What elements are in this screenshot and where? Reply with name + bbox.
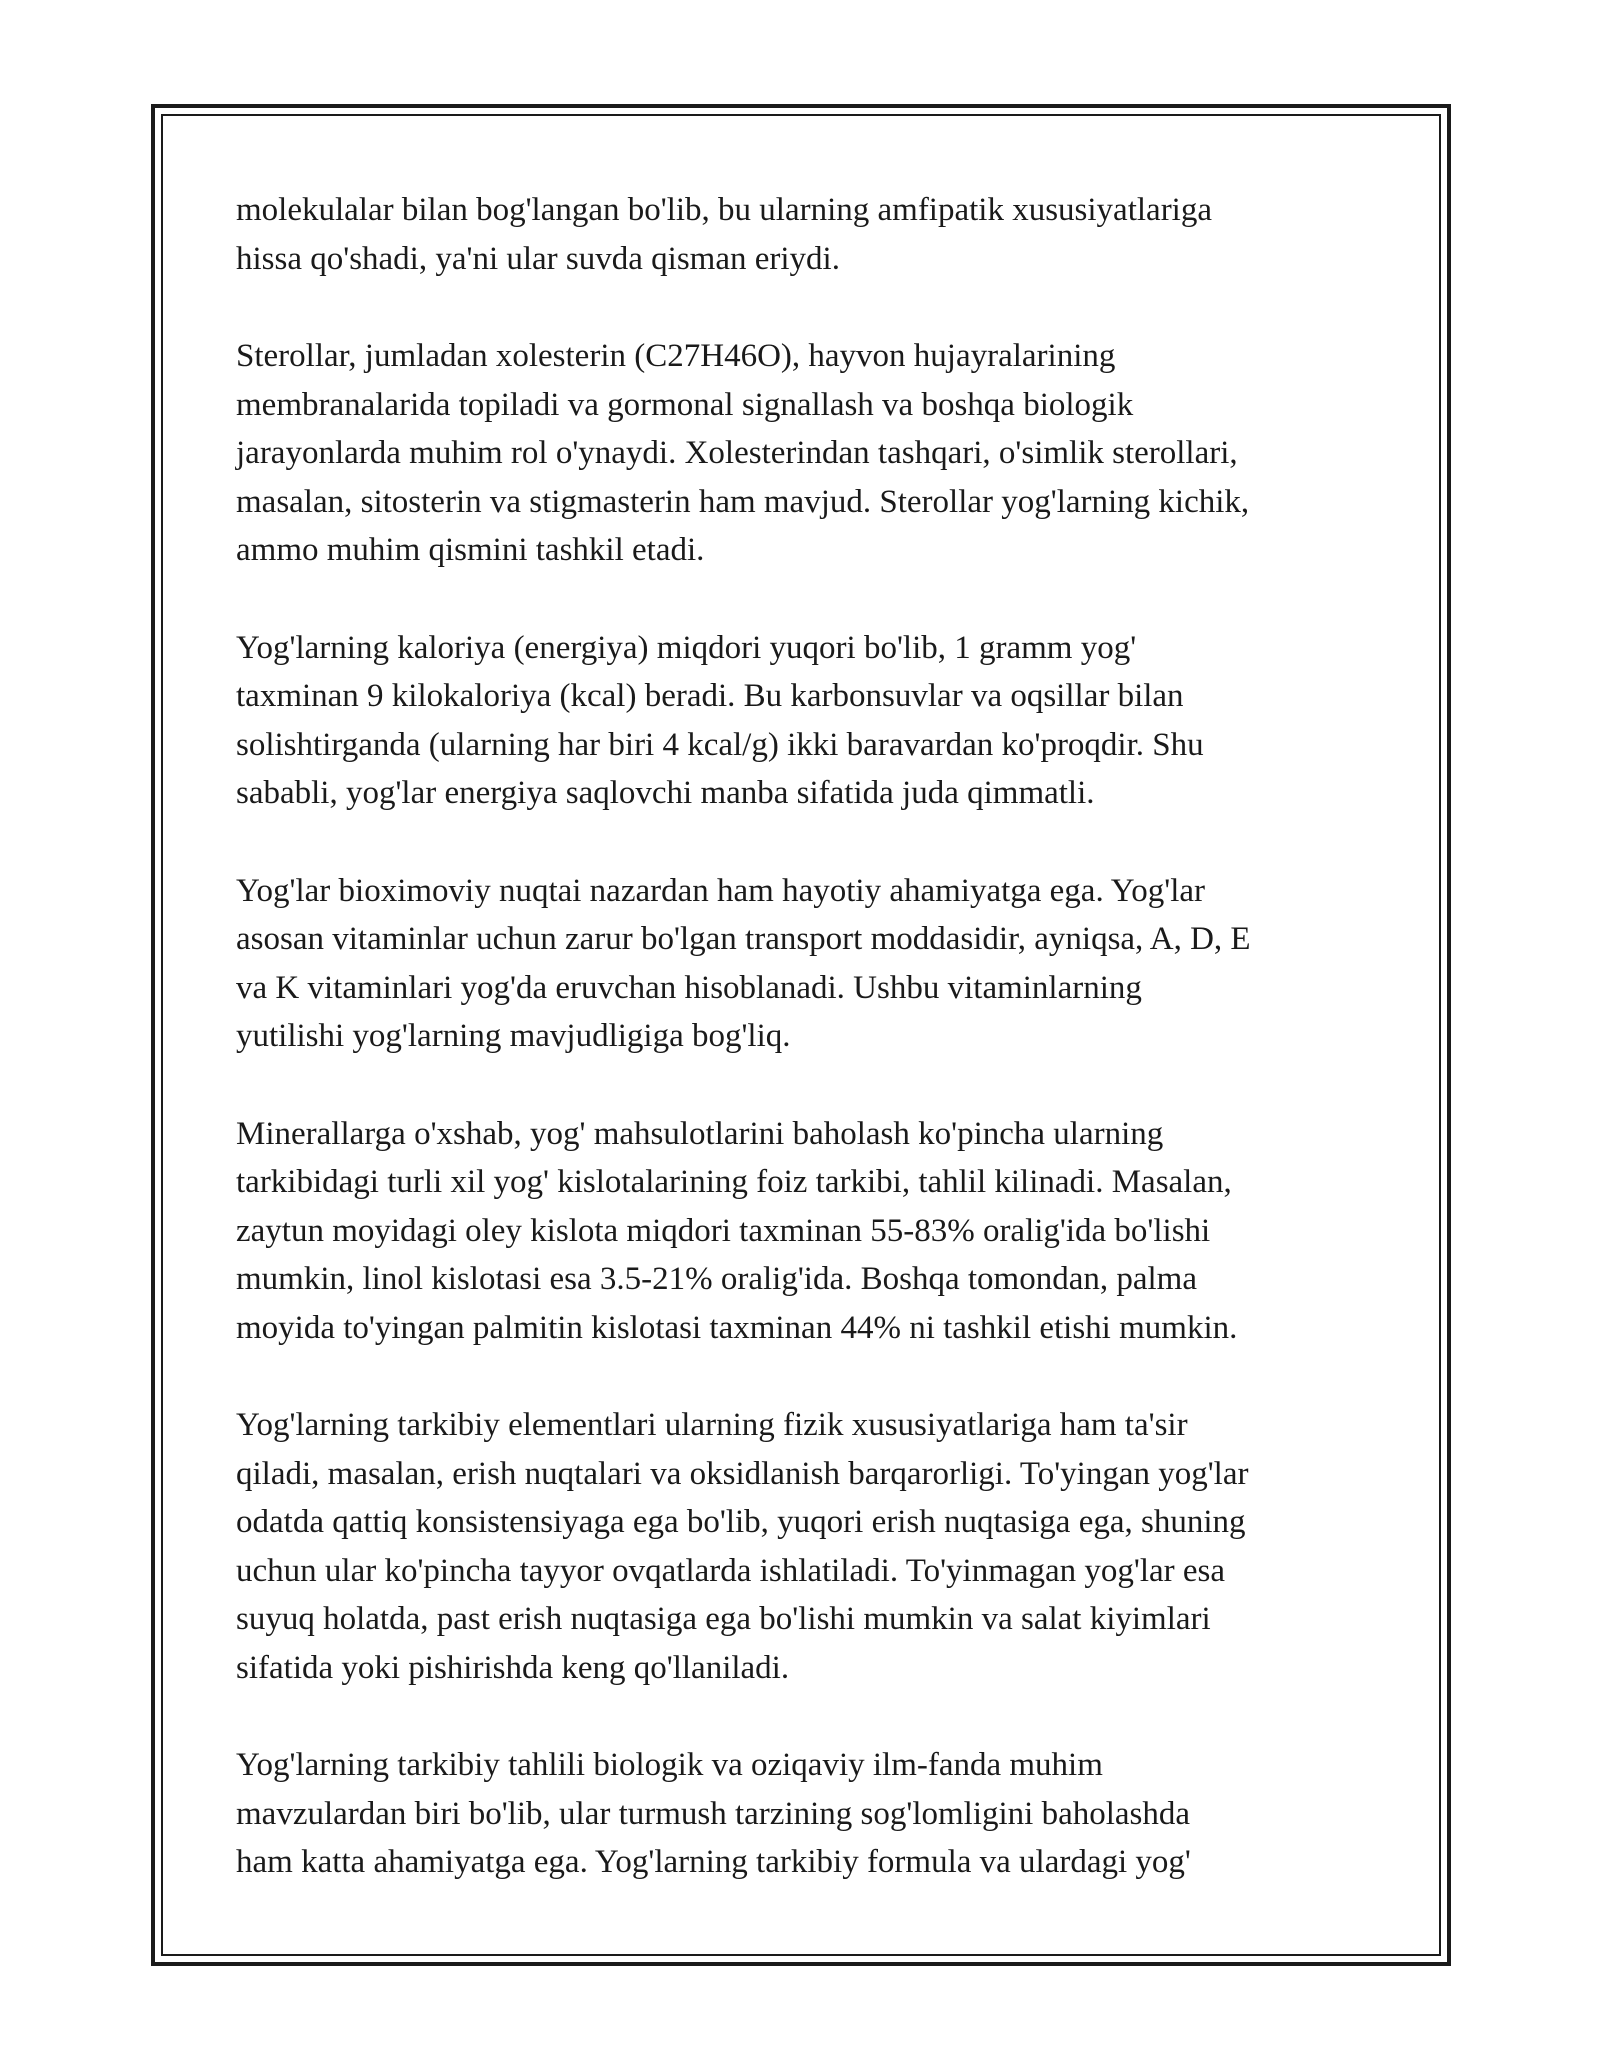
text-line: ammo muhim qismini tashkil etadi. <box>236 532 705 568</box>
text-line: sababli, yog'lar energiya saqlovchi manba sifatida juda qimmatli. <box>236 775 1095 811</box>
text-line: moyida to'yingan palmitin kislotasi taxminan 44% ni tashkil etishi mumkin. <box>236 1309 1238 1346</box>
text-line: Yog'larning tarkibiy elementlari ularning fizik xususiyatlariga ham ta'sir <box>236 1407 1188 1443</box>
text-line: Yog'larning kaloriya (energiya) miqdori yuqori bo'lib, 1 gramm yog' <box>236 629 1137 666</box>
paragraph-physical-properties <box>236 1401 1376 1692</box>
text-line: jarayonlarda muhim rol o'ynaydi. Xolesterindan tashqari, o'simlik sterollari, <box>236 435 1238 471</box>
text-line: mavzulardan biri bo'lib, ular turmush tarzining sog'lomligini baholashda <box>236 1795 1191 1832</box>
text-line: tarkibidagi turli xil yog' kislotalarining foiz tarkibi, tahlil kilinadi. Masalan, <box>236 1164 1232 1200</box>
text-line: Minerallarga o'xshab, yog' mahsulotlarini baholash ko'pincha ularning <box>236 1115 1164 1152</box>
text-line: solishtirganda (ularning har biri 4 kcal/g) ikki baravardan ko'proqdir. Shu <box>236 726 1204 763</box>
paragraph-fatty-acids <box>236 1110 1376 1353</box>
text-line: Yog'larning tarkibiy tahlili biologik va oziqaviy ilm-fanda muhim <box>236 1747 1103 1783</box>
text-line: molekulalar bilan bog'langan bo'lib, bu ularning amfipatik xususiyatlariga <box>236 192 1212 228</box>
text-line: hissa qo'shadi, ya'ni ular suvda qisman eriydi. <box>236 240 840 277</box>
paragraph-sterols <box>236 332 1376 575</box>
text-line: masalan, sitosterin va stigmasterin ham mavjud. Sterollar yog'larning kichik, <box>236 483 1250 520</box>
text-line: sifatida yoki pishirishda keng qo'llaniladi. <box>236 1649 790 1686</box>
paragraph-analysis <box>236 1741 1376 1887</box>
text-line: zaytun moyidagi oley kislota miqdori taxminan 55-83% oralig'ida bo'lishi <box>236 1212 1211 1249</box>
text-line: odatda qattiq konsistensiyaga ega bo'lib, yuqori erish nuqtasiga ega, shuning <box>236 1504 1246 1540</box>
text-line: qiladi, masalan, erish nuqtalari va oksidlanish barqarorligi. To'yingan yog'lar <box>236 1455 1249 1492</box>
text-line: ham katta ahamiyatga ega. Yog'larning tarkibiy formula va ulardagi yog' <box>236 1844 1191 1880</box>
text-line: uchun ular ko'pincha tayyor ovqatlarda ishlatiladi. To'yinmagan yog'lar esa <box>236 1552 1226 1589</box>
document-body <box>236 186 1376 1936</box>
paragraph-vitamins <box>236 867 1376 1061</box>
text-line: membranalarida topiladi va gormonal signallash va boshqa biologik <box>236 386 1134 423</box>
text-line: suyuq holatda, past erish nuqtasiga ega bo'lishi mumkin va salat kiyimlari <box>236 1601 1211 1637</box>
text-line: Yog'lar bioximoviy nuqtai nazardan ham hayotiy ahamiyatga ega. Yog'lar <box>236 872 1206 909</box>
text-line: yutilishi yog'larning mavjudligiga bog'liq. <box>236 1018 791 1054</box>
text-line: va K vitaminlari yog'da eruvchan hisoblanadi. Ushbu vitaminlarning <box>236 969 1142 1006</box>
paragraph-amphipathic <box>236 186 1376 283</box>
text-line: mumkin, linol kislotasi esa 3.5-21% oralig'ida. Boshqa tomondan, palma <box>236 1261 1197 1297</box>
text-line: taxminan 9 kilokaloriya (kcal) beradi. Bu karbonsuvlar va oqsillar bilan <box>236 678 1184 714</box>
text-line: asosan vitaminlar uchun zarur bo'lgan transport moddasidir, ayniqsa, A, D, E <box>236 921 1251 957</box>
text-line: Sterollar, jumladan xolesterin (C27H46O), hayvon hujayralarining <box>236 338 1116 374</box>
paragraph-calories <box>236 624 1376 818</box>
